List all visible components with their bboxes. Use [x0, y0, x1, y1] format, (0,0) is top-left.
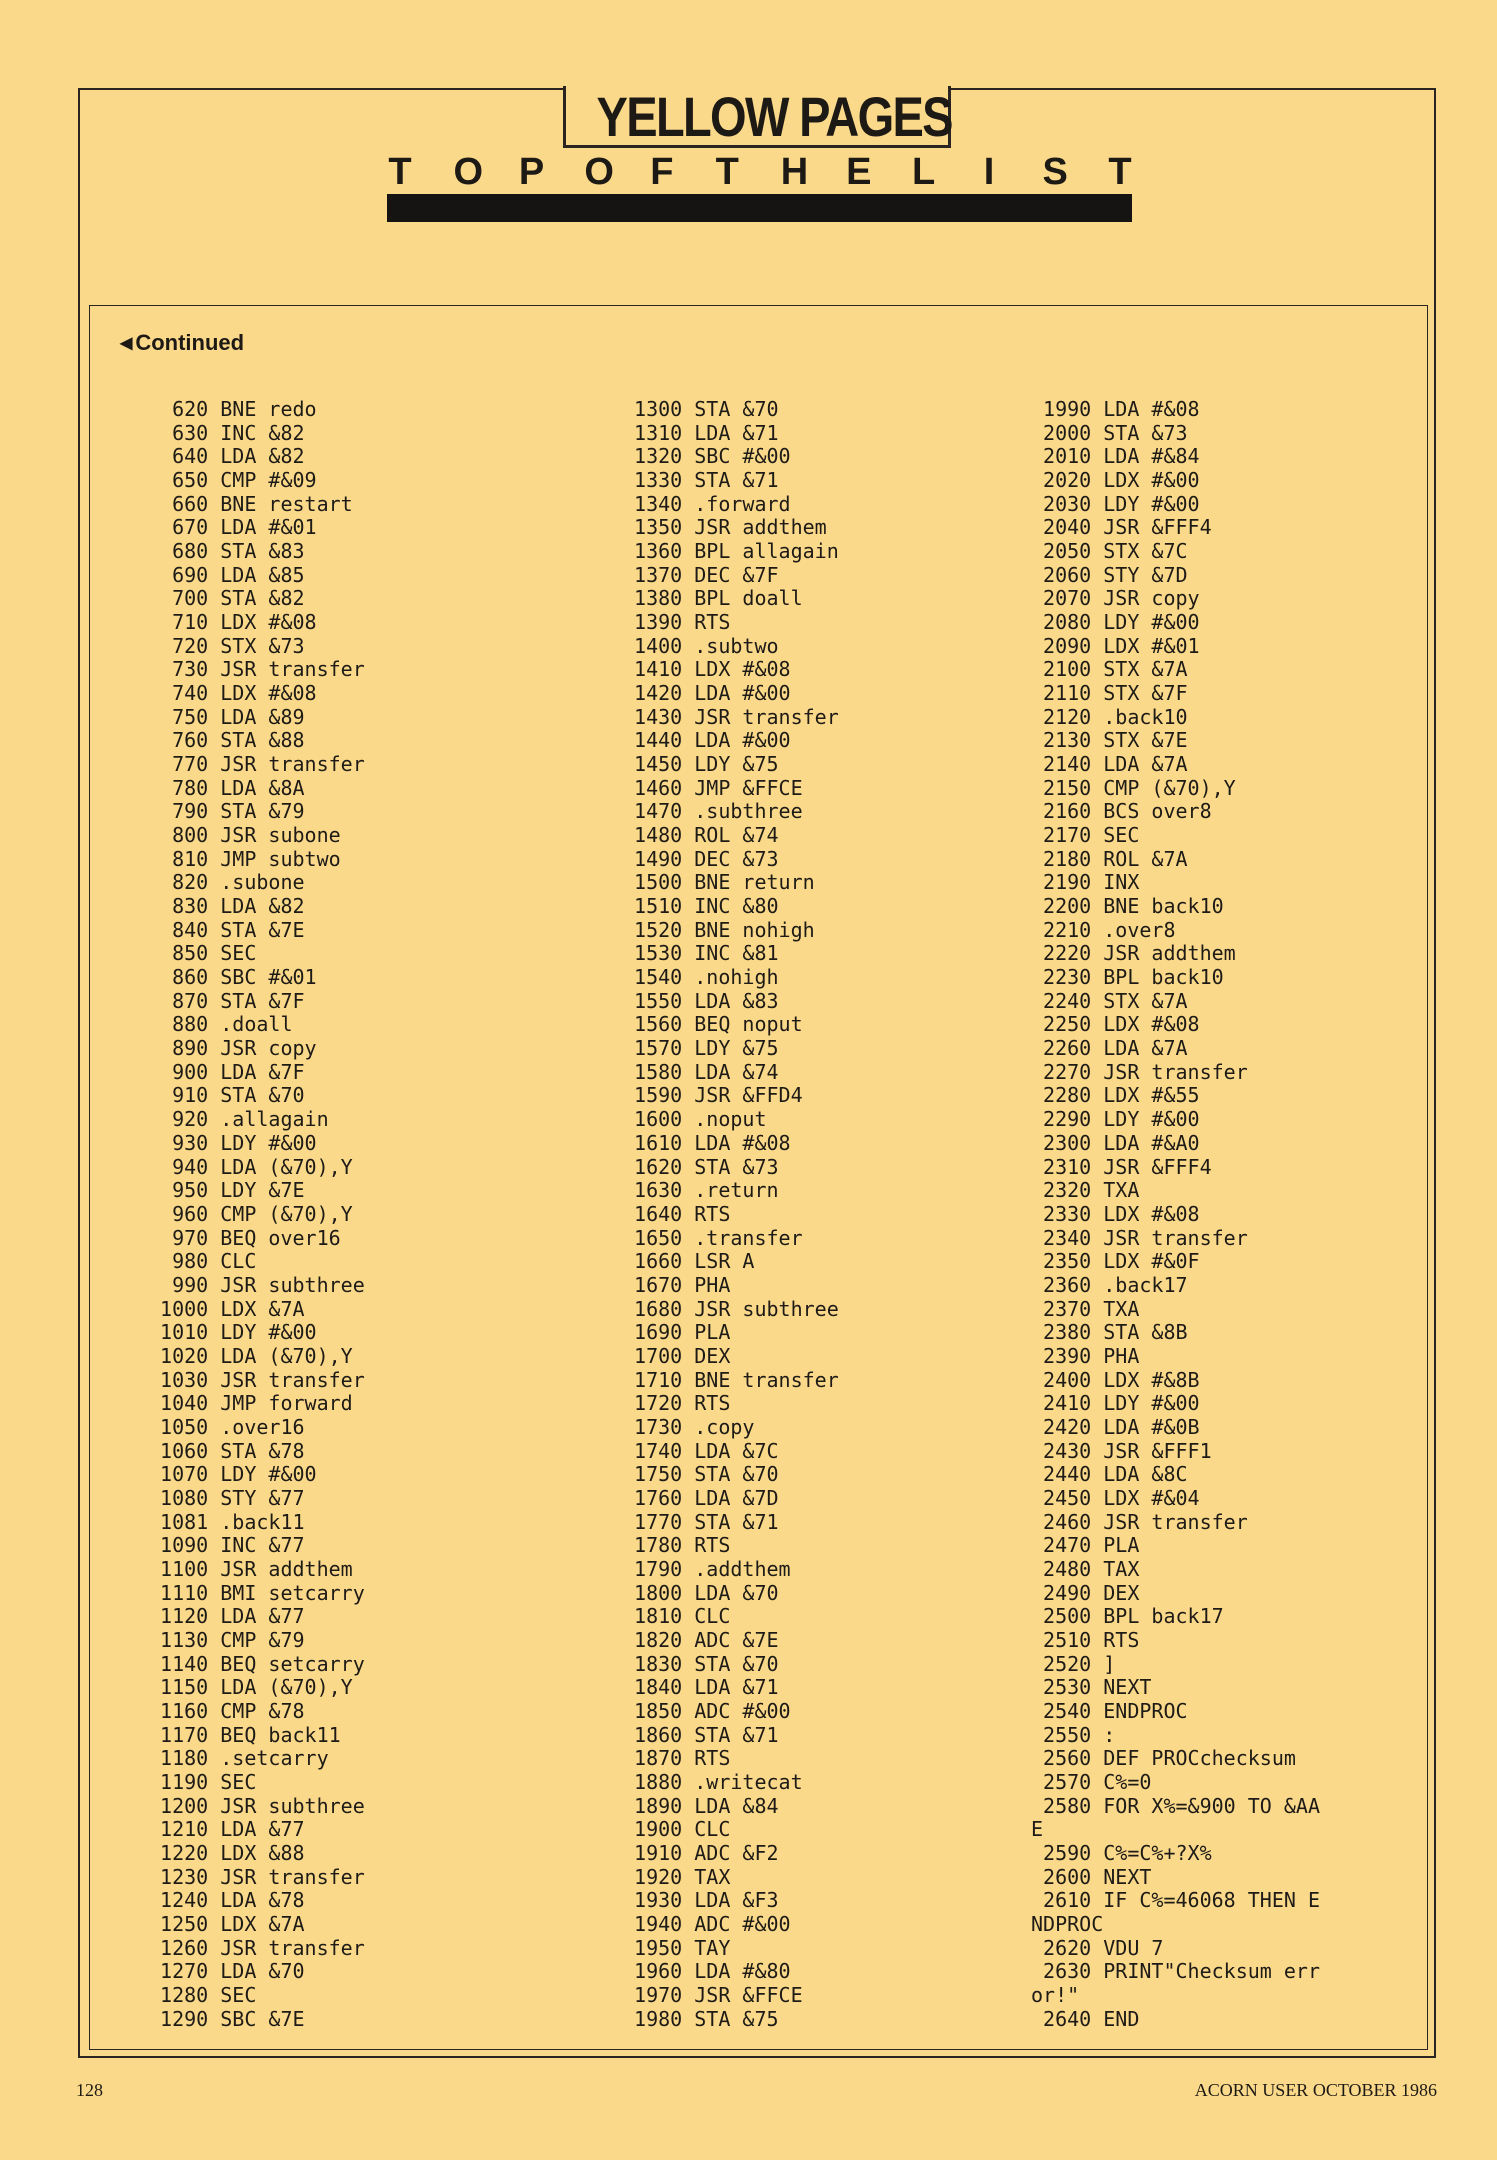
code-line: 910 STA &70	[148, 1083, 305, 1108]
code-line: 1980 STA &75	[622, 2006, 779, 2031]
code-line: 2460 JSR transfer	[1031, 1509, 1248, 1534]
code-line: 1410 LDX #&08	[622, 657, 791, 682]
code-line: 2120 .back10	[1031, 704, 1188, 729]
code-line: 2270 JSR transfer	[1031, 1059, 1248, 1084]
code-line: 1320 SBC #&00	[622, 444, 791, 469]
code-line: 2300 LDA #&A0	[1031, 1130, 1200, 1155]
code-line: 1370 DEC &7F	[622, 562, 779, 587]
code-line: 1680 JSR subthree	[622, 1296, 839, 1321]
magazine-issue: ACORN USER OCTOBER 1986	[1194, 2080, 1437, 2100]
code-line: 1820 ADC &7E	[622, 1627, 779, 1652]
code-line: 1081 .back11	[148, 1509, 305, 1534]
code-line: 1310 LDA &71	[622, 420, 779, 445]
code-line: 1100 JSR addthem	[148, 1556, 353, 1581]
code-line: 2400 LDX #&8B	[1031, 1367, 1200, 1392]
code-line: 1900 CLC	[622, 1817, 731, 1842]
left-arrow-icon: ◀	[120, 335, 133, 352]
code-line: 2380 STA &8B	[1031, 1320, 1188, 1345]
code-line: 2050 STX &7C	[1031, 539, 1188, 564]
code-line: 2250 LDX #&08	[1031, 1012, 1200, 1037]
code-line: 2130 STX &7E	[1031, 728, 1188, 753]
subtitle-letter: E	[846, 151, 872, 193]
code-line: 1520 BNE nohigh	[622, 917, 815, 942]
code-line: 2450 LDX #&04	[1031, 1485, 1200, 1510]
code-line: 2240 STX &7A	[1031, 988, 1188, 1013]
code-line: 1270 LDA &70	[148, 1959, 305, 1984]
section-subtitle	[388, 150, 1132, 194]
code-line: 840 STA &7E	[148, 917, 305, 942]
code-line: 810 JMP subtwo	[148, 846, 341, 871]
code-line: 1330 STA &71	[622, 468, 779, 493]
code-line: 1170 BEQ back11	[148, 1722, 341, 1747]
code-line: 740 LDX #&08	[148, 681, 317, 706]
code-line: 2480 TAX	[1031, 1556, 1140, 1581]
code-line: 2100 STX &7A	[1031, 657, 1188, 682]
code-line: 2110 STX &7F	[1031, 681, 1188, 706]
code-line: 1950 TAY	[622, 1935, 731, 1960]
code-line: 1490 DEC &73	[622, 846, 779, 871]
code-line: NDPROC	[1031, 1912, 1104, 1936]
code-line: 1250 LDX &7A	[148, 1912, 305, 1936]
subtitle-letter: P	[518, 151, 545, 193]
code-line: 1830 STA &70	[622, 1651, 779, 1676]
page-number: 128	[76, 2080, 103, 2100]
code-line: 1260 JSR transfer	[148, 1935, 365, 1960]
code-line: 2170 SEC	[1031, 823, 1140, 848]
code-line: 2440 LDA &8C	[1031, 1462, 1188, 1487]
code-line: 650 CMP #&09	[148, 468, 317, 493]
code-line: 790 STA &79	[148, 799, 305, 824]
code-line: 1280 SEC	[148, 1983, 257, 2008]
code-line: 2420 LDA #&0B	[1031, 1414, 1200, 1439]
code-line: 1890 LDA &84	[622, 1793, 779, 1818]
code-line: 1540 .nohigh	[622, 965, 779, 990]
code-line: 2470 PLA	[1031, 1533, 1140, 1558]
code-line: 2070 JSR copy	[1031, 586, 1200, 611]
code-line: 630 INC &82	[148, 420, 305, 445]
code-line: 2030 LDY #&00	[1031, 491, 1200, 516]
code-line: 2500 BPL back17	[1031, 1604, 1224, 1629]
code-line: 2350 LDX #&0F	[1031, 1249, 1200, 1274]
code-line: 1240 LDA &78	[148, 1888, 305, 1913]
code-line: 2210 .over8	[1031, 917, 1176, 942]
code-line: 1610 LDA #&08	[622, 1130, 791, 1155]
code-line: 1960 LDA #&80	[622, 1959, 791, 1984]
code-line: 780 LDA &8A	[148, 775, 305, 800]
code-line: 1630 .return	[622, 1178, 779, 1203]
code-line: 900 LDA &7F	[148, 1059, 305, 1084]
code-line: 2000 STA &73	[1031, 420, 1188, 445]
code-line: 1770 STA &71	[622, 1509, 779, 1534]
code-line: 1360 BPL allagain	[622, 539, 839, 564]
code-line: 1620 STA &73	[622, 1154, 779, 1179]
code-line: 1460 JMP &FFCE	[622, 775, 803, 800]
code-line: 1730 .copy	[622, 1414, 755, 1439]
code-line: 1810 CLC	[622, 1604, 731, 1629]
code-line: 880 .doall	[148, 1012, 293, 1037]
title-box	[563, 86, 951, 148]
subtitle-letter: T	[1108, 151, 1132, 193]
code-line: 1080 STY &77	[148, 1485, 305, 1510]
code-line: 2260 LDA &7A	[1031, 1036, 1188, 1061]
code-line: 2160 BCS over8	[1031, 799, 1212, 824]
code-line: 1660 LSR A	[622, 1249, 755, 1274]
code-line: 800 JSR subone	[148, 823, 341, 848]
code-line: 2370 TXA	[1031, 1296, 1140, 1321]
code-line: 2620 VDU 7	[1031, 1935, 1164, 1960]
code-line: 1210 LDA &77	[148, 1817, 305, 1842]
code-line: 1220 LDX &88	[148, 1840, 305, 1865]
code-line: 1140 BEQ setcarry	[148, 1651, 365, 1676]
code-line: 1070 LDY #&00	[148, 1462, 317, 1487]
code-line: 2560 DEF PROCchecksum	[1031, 1746, 1296, 1771]
code-line: 2640 END	[1031, 2006, 1140, 2031]
code-line: 2140 LDA &7A	[1031, 752, 1188, 777]
code-line: 760 STA &88	[148, 728, 305, 753]
code-line: 2520 ]	[1031, 1651, 1116, 1676]
code-line: 1710 BNE transfer	[622, 1367, 839, 1392]
code-line: 1050 .over16	[148, 1414, 305, 1439]
code-line: 960 CMP (&70),Y	[148, 1201, 353, 1226]
code-line: 820 .subone	[148, 870, 305, 895]
code-line: 2190 INX	[1031, 870, 1140, 895]
code-line: 1110 BMI setcarry	[148, 1580, 365, 1605]
code-line: 660 BNE restart	[148, 491, 353, 516]
code-line: 2390 PHA	[1031, 1343, 1140, 1368]
code-line: 920 .allagain	[148, 1107, 329, 1132]
code-line: 1160 CMP &78	[148, 1698, 305, 1723]
code-line: 980 CLC	[148, 1249, 257, 1274]
continued-text: Continued	[135, 330, 245, 355]
continued-label	[120, 328, 244, 359]
code-line: 1470 .subthree	[622, 799, 803, 824]
code-line: 1760 LDA &7D	[622, 1485, 779, 1510]
code-line: 690 LDA &85	[148, 562, 305, 587]
code-line: 2060 STY &7D	[1031, 562, 1188, 587]
code-line: 2410 LDY #&00	[1031, 1391, 1200, 1416]
subtitle-letter: T	[715, 151, 739, 193]
code-line: 1720 RTS	[622, 1391, 731, 1416]
subtitle-letter: H	[780, 151, 809, 193]
code-line: 1600 .noput	[622, 1107, 767, 1132]
code-line: 2600 NEXT	[1031, 1864, 1152, 1889]
code-column-1	[148, 398, 365, 2031]
code-line: 1920 TAX	[622, 1864, 731, 1889]
code-line: 2580 FOR X%=&900 TO &AA	[1031, 1793, 1320, 1818]
subtitle-letter: O	[584, 151, 614, 193]
header-bar	[387, 194, 1132, 222]
code-line: 1590 JSR &FFD4	[622, 1083, 803, 1108]
code-line: 1870 RTS	[622, 1746, 731, 1771]
code-line: 750 LDA &89	[148, 704, 305, 729]
code-column-3	[1031, 398, 1320, 2031]
code-line: 620 BNE redo	[148, 397, 317, 421]
code-line: 2280 LDX #&55	[1031, 1083, 1200, 1108]
code-line: 850 SEC	[148, 941, 257, 966]
code-line: 2340 JSR transfer	[1031, 1225, 1248, 1250]
code-line: 1530 INC &81	[622, 941, 779, 966]
code-line: 890 JSR copy	[148, 1036, 317, 1061]
code-line: 2540 ENDPROC	[1031, 1698, 1188, 1723]
code-line: 950 LDY &7E	[148, 1178, 305, 1203]
code-line: 730 JSR transfer	[148, 657, 365, 682]
code-line: 1670 PHA	[622, 1272, 731, 1297]
code-line: 2230 BPL back10	[1031, 965, 1224, 990]
code-line: 2610 IF C%=46068 THEN E	[1031, 1888, 1320, 1913]
code-line: 1440 LDA #&00	[622, 728, 791, 753]
code-line: 2310 JSR &FFF4	[1031, 1154, 1212, 1179]
code-line: 2090 LDX #&01	[1031, 633, 1200, 658]
code-line: 2550 :	[1031, 1722, 1116, 1747]
code-line: 1200 JSR subthree	[148, 1793, 365, 1818]
code-line: 2590 C%=C%+?X%	[1031, 1840, 1212, 1865]
code-line: 2330 LDX #&08	[1031, 1201, 1200, 1226]
code-line: 1640 RTS	[622, 1201, 731, 1226]
code-line: 2010 LDA #&84	[1031, 444, 1200, 469]
code-line: 2430 JSR &FFF1	[1031, 1438, 1212, 1463]
code-line: 1700 DEX	[622, 1343, 731, 1368]
code-line: 1350 JSR addthem	[622, 515, 827, 540]
code-line: 2020 LDX #&00	[1031, 468, 1200, 493]
code-line: 1290 SBC &7E	[148, 2006, 305, 2031]
code-line: 700 STA &82	[148, 586, 305, 611]
code-line: 1060 STA &78	[148, 1438, 305, 1463]
code-line: 1190 SEC	[148, 1769, 257, 1794]
code-line: 640 LDA &82	[148, 444, 305, 469]
code-line: 770 JSR transfer	[148, 752, 365, 777]
code-line: 1010 LDY #&00	[148, 1320, 317, 1345]
code-line: 1130 CMP &79	[148, 1627, 305, 1652]
code-line: or!"	[1031, 1983, 1080, 2008]
code-line: 2220 JSR addthem	[1031, 941, 1236, 966]
code-line: 1040 JMP forward	[148, 1391, 353, 1416]
subtitle-letter: F	[650, 151, 674, 193]
code-line: 2080 LDY #&00	[1031, 610, 1200, 635]
code-line: 1650 .transfer	[622, 1225, 803, 1250]
code-line: 710 LDX #&08	[148, 610, 317, 635]
code-line: 1550 LDA &83	[622, 988, 779, 1013]
code-line: 1400 .subtwo	[622, 633, 779, 658]
code-line: 2180 ROL &7A	[1031, 846, 1188, 871]
subtitle-letter: I	[983, 151, 995, 193]
code-line: 1790 .addthem	[622, 1556, 791, 1581]
code-line: 1000 LDX &7A	[148, 1296, 305, 1321]
subtitle-letter: T	[388, 151, 412, 193]
code-line: 1560 BEQ noput	[622, 1012, 803, 1037]
code-line: 2570 C%=0	[1031, 1769, 1152, 1794]
code-line: 1430 JSR transfer	[622, 704, 839, 729]
code-line: 1480 ROL &74	[622, 823, 779, 848]
code-line: 2320 TXA	[1031, 1178, 1140, 1203]
code-line: 970 BEQ over16	[148, 1225, 341, 1250]
code-line: 1860 STA &71	[622, 1722, 779, 1747]
code-line: 2040 JSR &FFF4	[1031, 515, 1212, 540]
code-line: 2150 CMP (&70),Y	[1031, 775, 1236, 800]
code-line: 1840 LDA &71	[622, 1675, 779, 1700]
code-line: 1180 .setcarry	[148, 1746, 329, 1771]
code-line: 1340 .forward	[622, 491, 791, 516]
subtitle-letter: S	[1042, 151, 1068, 193]
subtitle-letter: L	[912, 151, 936, 193]
code-line: 1510 INC &80	[622, 894, 779, 919]
code-line: 930 LDY #&00	[148, 1130, 317, 1155]
code-line: 1500 BNE return	[622, 870, 815, 895]
code-line: 1020 LDA (&70),Y	[148, 1343, 353, 1368]
code-line: 1990 LDA #&08	[1031, 397, 1200, 421]
code-column-2	[622, 398, 839, 2031]
code-line: 1120 LDA &77	[148, 1604, 305, 1629]
code-line: 830 LDA &82	[148, 894, 305, 919]
code-line: 1910 ADC &F2	[622, 1840, 779, 1865]
code-line: 990 JSR subthree	[148, 1272, 365, 1297]
code-line: 1970 JSR &FFCE	[622, 1983, 803, 2008]
code-line: 1800 LDA &70	[622, 1580, 779, 1605]
code-line: 860 SBC #&01	[148, 965, 317, 990]
code-line: 1850 ADC #&00	[622, 1698, 791, 1723]
code-line: 1780 RTS	[622, 1533, 731, 1558]
subtitle-letter: O	[453, 151, 484, 193]
code-line: 1750 STA &70	[622, 1462, 779, 1487]
code-line: 1740 LDA &7C	[622, 1438, 779, 1463]
code-line: 1090 INC &77	[148, 1533, 305, 1558]
code-line: E	[1031, 1817, 1044, 1842]
code-line: 1420 LDA #&00	[622, 681, 791, 706]
code-line: 2510 RTS	[1031, 1627, 1140, 1652]
code-line: 2630 PRINT"Checksum err	[1031, 1959, 1320, 1984]
code-line: 680 STA &83	[148, 539, 305, 564]
code-line: 1380 BPL doall	[622, 586, 803, 611]
code-line: 1030 JSR transfer	[148, 1367, 365, 1392]
code-line: 670 LDA #&01	[148, 515, 317, 540]
code-line: 1880 .writecat	[622, 1769, 803, 1794]
code-line: 1300 STA &70	[622, 397, 779, 421]
code-line: 2200 BNE back10	[1031, 894, 1224, 919]
code-line: 2360 .back17	[1031, 1272, 1188, 1297]
code-line: 1930 LDA &F3	[622, 1888, 779, 1913]
code-line: 870 STA &7F	[148, 988, 305, 1013]
code-line: 1690 PLA	[622, 1320, 731, 1345]
code-line: 1450 LDY &75	[622, 752, 779, 777]
code-line: 940 LDA (&70),Y	[148, 1154, 353, 1179]
page-title: YELLOW PAGES	[596, 85, 952, 148]
code-line: 1580 LDA &74	[622, 1059, 779, 1084]
code-line: 1390 RTS	[622, 610, 731, 635]
code-line: 1150 LDA (&70),Y	[148, 1675, 353, 1700]
code-line: 2290 LDY #&00	[1031, 1107, 1200, 1132]
code-line: 1230 JSR transfer	[148, 1864, 365, 1889]
code-line: 720 STX &73	[148, 633, 305, 658]
code-line: 2490 DEX	[1031, 1580, 1140, 1605]
code-line: 1940 ADC #&00	[622, 1912, 791, 1936]
code-line: 2530 NEXT	[1031, 1675, 1152, 1700]
code-line: 1570 LDY &75	[622, 1036, 779, 1061]
